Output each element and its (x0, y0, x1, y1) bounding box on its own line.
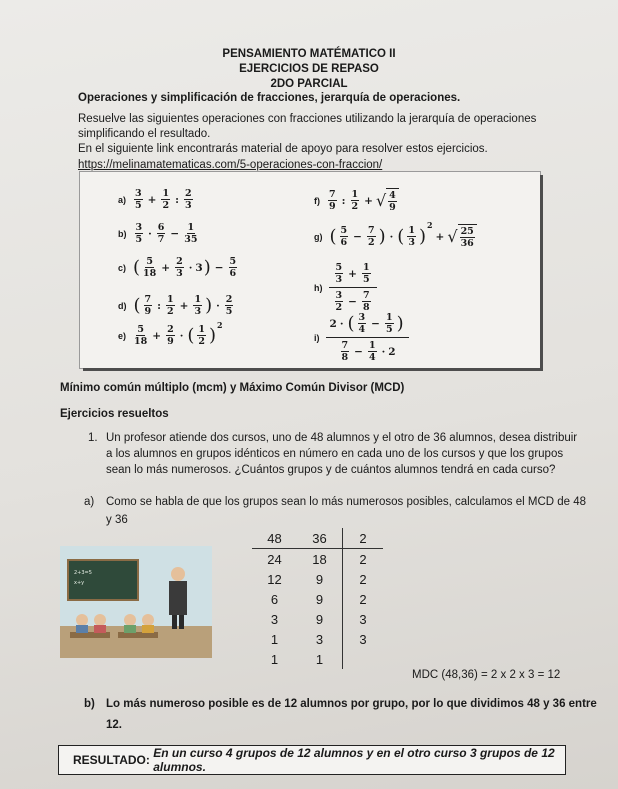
problem-line-1: Un profesor atiende dos cursos, uno de 48 alumnos y el otro de 36 alumnos, desea distribuir (106, 432, 578, 444)
exercise-b: b) 3 5 · 6 7 − $\frac{1}{35}$ (118, 222, 198, 245)
section-title: Mínimo común múltiplo (mcm) y Máximo Común Divisor (MCD) (60, 382, 405, 394)
result-label: RESULTADO: (73, 753, 150, 767)
classroom-illustration (60, 546, 212, 658)
divisor-cell: 2 (343, 528, 384, 549)
answer-a-line-2: y 36 (106, 514, 128, 526)
answer-a-label: a) (84, 496, 95, 508)
number-cell: 1 (270, 651, 279, 667)
partial-label: 2DO PARCIAL (270, 78, 348, 90)
number-cell: 3 (270, 611, 279, 627)
number-cell: 9 (315, 591, 324, 607)
table-row (252, 649, 383, 669)
number-cell: 36 (297, 528, 343, 549)
divisor-cell (343, 649, 384, 669)
support-link[interactable]: https://melinamatematicas.com/5-operaciones-con-fraccion/ (78, 159, 383, 171)
table-row (252, 589, 383, 609)
classroom-picture (60, 546, 212, 658)
svg-text:x+y: x+y (74, 580, 85, 586)
answer-b-line-2: 12. (106, 719, 122, 731)
exercise-f: f) 7 9 : 1 2 + √ $\frac{4}{9}$ (314, 188, 399, 213)
subtitle: EJERCICIOS DE REPASO (239, 63, 379, 75)
problem-line-3: sean lo más numerosos. ¿Cuántos grupos y de cuántos alumnos tendrá en cada curso? (106, 464, 556, 476)
number-cell: 1 (270, 631, 279, 647)
title: PENSAMIENTO MATÉMATICO II (222, 48, 396, 60)
divisor-cell: 3 (343, 609, 384, 629)
svg-text:2+3=5: 2+3=5 (74, 570, 92, 576)
exercise-a: a) 3 5 + $\frac{1}{2}$ : 2 3 (118, 188, 192, 211)
intro-line-1: Resuelve las siguientes operaciones con fracciones utilizando la jerarquía de operaciones (78, 113, 537, 125)
exercise-h: h) 5 3 + $\frac{1}{5}$ 3 2 − $\frac{7}{8}$ (314, 262, 377, 313)
exercise-box (80, 172, 540, 368)
intro-line-3: En el siguiente link encontrarás material de apoyo para resolver estos ejercicios. (78, 143, 488, 155)
table-row (252, 569, 383, 589)
mcd-result: MDC (48,36) = 2 x 2 x 3 = 12 (412, 669, 561, 681)
exercise-g: g) ( 5 6 − $\frac{7}{2}$ ) · ( 1 3 ) 2 + √ $\frac{25}{36}$ (314, 224, 477, 249)
table-row (252, 528, 383, 549)
number-cell: 6 (270, 591, 279, 607)
problem-number: 1. (88, 432, 98, 444)
exercise-c: c) ( 5 18 + $\frac{2}{3}$ · 3 ) − $\frac{5}{6}$ (118, 256, 237, 279)
divisor-cell: 3 (343, 629, 384, 649)
answer-a-line-1: Como se habla de que los grupos sean lo más numerosos posibles, calculamos el MCD de 48 (106, 496, 587, 508)
number-cell: 48 (252, 528, 297, 549)
number-cell: 1 (315, 651, 324, 667)
intro-line-2: simplificando el resultado. (78, 128, 211, 140)
number-cell: 3 (315, 631, 324, 647)
exercise-d: d) ( 7 9 : 1 2 + $\frac{1}{3}$ ) · 2 5 (118, 294, 233, 317)
problem-line-2: a los alumnos en grupos idénticos en número en cada uno de los cursos y que los grupos (106, 448, 564, 460)
number-cell: 12 (267, 571, 282, 587)
divisor-cell: 2 (343, 589, 384, 609)
exercise-i: i) 2 · ( 3 4 − $\frac{1}{5}$ ) 7 8 − $\frac{1}{4}$ · 2 (314, 312, 409, 363)
number-cell: 18 (312, 551, 327, 567)
result-box (58, 745, 566, 775)
topic-heading: Operaciones y simplificación de fracciones, jerarquía de operaciones. (78, 92, 461, 104)
divisor-cell: 2 (343, 549, 384, 570)
result-text: En un curso 4 grupos de 12 alumnos y en el otro curso 3 grupos de 12 alumnos. (153, 746, 555, 774)
table-row (252, 609, 383, 629)
factorization-table (252, 528, 383, 669)
number-cell: 9 (315, 571, 324, 587)
divisor-cell: 2 (343, 569, 384, 589)
table-row (252, 549, 383, 570)
answer-b-label: b) (84, 698, 95, 710)
solved-heading: Ejercicios resueltos (60, 408, 169, 420)
exercise-e: e) 5 18 + $\frac{2}{9}$ · ( 1 2 ) 2 (118, 320, 223, 347)
number-cell: 24 (267, 551, 282, 567)
number-cell: 9 (315, 611, 324, 627)
answer-b-line-1: Lo más numeroso posible es de 12 alumnos por grupo, por lo que dividimos 48 y 36 entre (106, 698, 597, 710)
table-row (252, 629, 383, 649)
